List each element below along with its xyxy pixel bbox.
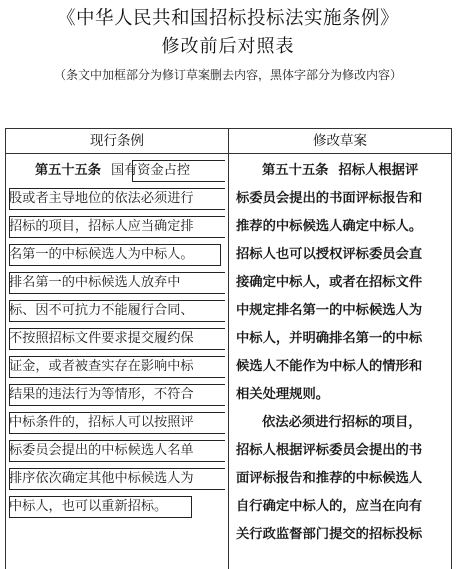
text-segment: 招标的项目，招标人应当确定排: [9, 219, 194, 234]
text-segment: 排序依次确定其他中标候选人为: [9, 471, 194, 486]
text-line: [9, 409, 225, 437]
text-segment: 不按照招标文件要求提交履约保: [9, 331, 194, 346]
text-line: 自行确定中标人的，应当在向有: [236, 499, 423, 514]
deletion-box: [9, 216, 225, 238]
current-regulation-column: [9, 157, 225, 521]
deletion-box: [9, 244, 221, 266]
text-line: [236, 157, 446, 185]
document-subtitle: 修改前后对照表: [161, 36, 295, 57]
text-line: 面评标报告和推荐的中标候选人: [236, 471, 423, 486]
text-segment: 股或者主导地位的依法必须进行: [9, 191, 194, 206]
document-header: [0, 6, 456, 84]
text-line: 中标人，并明确排名第一的中标: [236, 331, 423, 346]
text-line: [9, 185, 225, 213]
text-line: 候选人不能作为中标人的情形和: [236, 359, 423, 374]
deletion-box: [9, 496, 192, 518]
text-line: [9, 213, 225, 241]
header-revision-draft: 修改草案: [313, 133, 367, 149]
text-line: [9, 157, 225, 185]
text-line: [9, 381, 225, 409]
text-line: 招标人根据评标委员会提出的书: [236, 443, 423, 458]
text-segment: 招标人根据评: [338, 163, 419, 178]
text-line: 推荐的中标候选人确定中标人。: [236, 219, 423, 234]
text-segment: 中标条件的，招标人可以按照评: [9, 415, 194, 430]
text-segment: 证金，或者被查实存在影响中标: [9, 359, 194, 374]
text-line: [9, 297, 225, 325]
text-segment: 中标人，也可以重新招标。: [9, 499, 168, 514]
deletion-box: [9, 412, 225, 434]
deletion-box: [9, 468, 225, 490]
text-line: [9, 493, 225, 521]
text-line: 关行政监督部门提交的招标投标: [236, 527, 423, 542]
text-segment: 结果的违法行为等情形，不符合: [9, 387, 194, 402]
deletion-box: [9, 272, 225, 294]
text-line: 标委员会提出的书面评标报告和: [236, 191, 423, 206]
text-line: 招标人也可以授权评标委员会直: [236, 247, 423, 262]
text-line: [9, 437, 225, 465]
text-line: 中规定排名第一的中标候选人为: [236, 303, 423, 318]
deletion-box: [9, 440, 225, 462]
text-line: [9, 325, 225, 353]
column-divider: [228, 129, 229, 569]
text-segment: 排名第一的中标候选人放弃中: [9, 275, 181, 290]
deletion-box: [9, 328, 225, 350]
document-title: 《中华人民共和国招标投标法实施条例》: [56, 8, 399, 29]
table-header-row: [6, 129, 451, 154]
text-line: 相关处理规则。: [236, 387, 330, 402]
text-segment: 标、因不可抗力不能履行合同、: [9, 303, 194, 318]
text-line: 依法必须进行招标的项目，: [262, 415, 422, 430]
deletion-box: [9, 356, 225, 378]
text-segment: 标委员会提出的中标候选人名单: [9, 443, 194, 458]
text-line: 接确定中标人，或者在招标文件: [236, 275, 423, 290]
revision-draft-column: [236, 157, 446, 549]
text-segment: 名第一的中标候选人为中标人。: [9, 247, 194, 262]
deletion-box: [9, 384, 225, 406]
article-number: 第五十五条: [262, 163, 329, 178]
comparison-table: [5, 128, 452, 569]
deletion-box: [9, 300, 225, 322]
article-number: 第五十五条: [35, 163, 101, 178]
deletion-box: [132, 160, 225, 182]
deletion-box: [9, 188, 225, 210]
text-line: [9, 353, 225, 381]
text-line: [9, 465, 225, 493]
legend-note: （条文中加框部分为修订草案删去内容，黑体字部分为修改内容）: [53, 68, 402, 82]
text-segment: 国有资金占控: [110, 163, 191, 178]
text-line: [9, 241, 225, 269]
text-line: [9, 269, 225, 297]
header-current-regulation: 现行条例: [90, 133, 144, 149]
